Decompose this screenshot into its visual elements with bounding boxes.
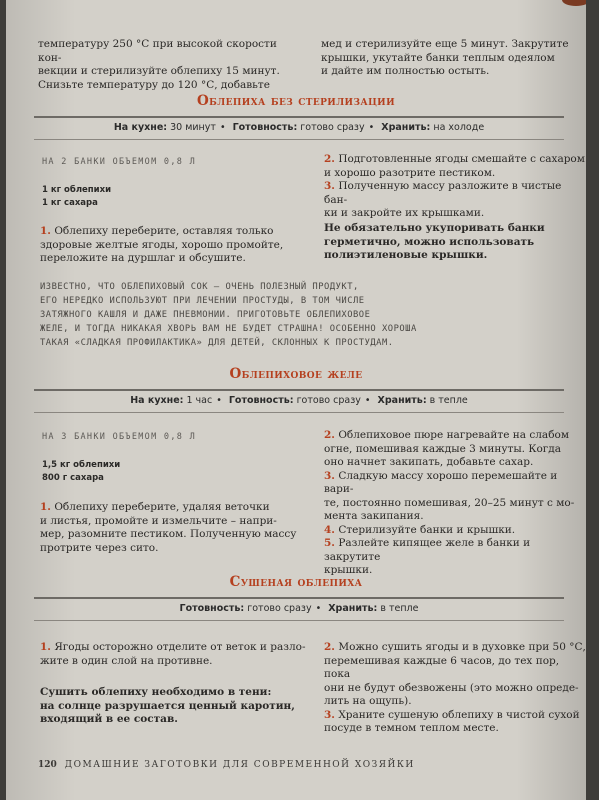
recipe-2-ingredients bbox=[42, 459, 120, 485]
text-line: и хорошо разотрите пестиком. bbox=[324, 166, 496, 179]
recipe-3-tip bbox=[40, 686, 312, 727]
text-line: оно начнет закипать, добавьте сахар. bbox=[324, 456, 534, 468]
text-line: Можно сушить ягоды и в духовке при 50 °С, bbox=[338, 641, 586, 653]
text-line: Сушить облепиху необходимо в тени: bbox=[40, 686, 272, 698]
recipe-2-rule-top bbox=[34, 389, 564, 391]
meta-label: На кухне: bbox=[130, 395, 184, 406]
recipe-2-title: Облепиховое желе bbox=[229, 366, 363, 382]
text-line: Разлейте кипящее желе в банки и закрутите bbox=[324, 537, 531, 563]
text-line: огне, помешивая каждые 3 минуты. Когда bbox=[324, 442, 562, 455]
ingredient: 1 кг облепихи bbox=[42, 185, 112, 195]
text-line: Сладкую массу хорошо перемешайте и вари- bbox=[324, 469, 558, 495]
text-line: входящий в ее состав. bbox=[40, 713, 178, 725]
text-line: крышки, укутайте банки теплым одеялом bbox=[321, 51, 555, 64]
text-line: на солнце разрушается ценный каротин, bbox=[40, 699, 295, 712]
meta-value: готово сразу bbox=[300, 122, 365, 133]
step-number: 5. bbox=[324, 537, 335, 549]
step-number: 1. bbox=[40, 641, 51, 653]
meta-value: 30 минут bbox=[170, 122, 216, 133]
recipe-2-right-steps bbox=[324, 429, 586, 578]
text-line: Подготовленные ягоды смешайте с сахаром bbox=[338, 153, 585, 165]
meta-value: готово сразу bbox=[247, 603, 312, 614]
text-line: мед и стерилизуйте еще 5 минут. Закрутите bbox=[321, 38, 569, 50]
text-line: Стерилизуйте банки и крышки. bbox=[338, 523, 516, 536]
book-title: ДОМАШНИЕ ЗАГОТОВКИ ДЛЯ СОВРЕМЕННОЙ ХОЗЯЙКИ bbox=[64, 760, 415, 770]
text-line: ТАКАЯ «СЛАДКАЯ ПРОФИЛАКТИКА» ДЛЯ ДЕТЕЙ, СКЛОННЫХ К ПРОСТУДАМ. bbox=[40, 338, 394, 348]
meta-value: готово сразу bbox=[296, 395, 361, 406]
text-line: ЗАТЯЖНОГО КАШЛЯ И ДАЖЕ ПНЕВМОНИИ. ПРИГОТОВЬТЕ ОБЛЕПИХОВОЕ bbox=[40, 310, 371, 320]
recipe-2-yield: НА 3 БАНКИ ОБЪЕМОМ 0,8 Л bbox=[42, 432, 197, 442]
recipe-3-rule-top bbox=[34, 597, 564, 599]
text-line: полиэтиленовые крышки. bbox=[324, 249, 488, 261]
text-line: Облепиху переберите, оставляя только bbox=[54, 225, 274, 237]
step-number: 3. bbox=[324, 708, 335, 721]
text-line: Облепиховое пюре нагревайте на слабом bbox=[338, 429, 570, 441]
text-line: Не обязательно укупоривать банки bbox=[324, 222, 545, 234]
meta-label: Хранить: bbox=[328, 603, 378, 614]
recipe-1-step-1 bbox=[40, 225, 310, 266]
recipe-3-rule-bottom bbox=[34, 620, 564, 621]
step-number: 2. bbox=[324, 429, 335, 441]
text-line: мер, разомните пестиком. Полученную массу bbox=[40, 528, 297, 540]
recipe-2-rule-bottom bbox=[34, 412, 564, 413]
text-line: те, постоянно помешивая, 20–25 минут с мо- bbox=[324, 496, 575, 509]
meta-label: Хранить: bbox=[381, 122, 431, 133]
text-line: Снизьте температуру до 120 °С, добавьте bbox=[38, 78, 270, 91]
meta-value: в тепле bbox=[380, 603, 419, 614]
recipe-1-tip bbox=[324, 222, 586, 263]
recipe-1-yield: НА 2 БАНКИ ОБЪЕМОМ 0,8 Л bbox=[42, 157, 197, 167]
text-line: Храните сушеную облепиху в чистой сухой bbox=[338, 708, 580, 721]
text-line: мента закипания. bbox=[324, 510, 424, 522]
text-line: температуру 250 °С при высокой скорости кон- bbox=[38, 38, 277, 64]
step-number: 4. bbox=[324, 523, 335, 536]
text-line: ки и закройте их крышками. bbox=[324, 207, 485, 219]
text-line: посуде в темном теплом месте. bbox=[324, 722, 499, 734]
step-number: 1. bbox=[40, 225, 51, 237]
top-continuation-right bbox=[321, 38, 581, 79]
text-line: лить на ощупь). bbox=[324, 695, 412, 707]
recipe-2-step-1 bbox=[40, 501, 315, 555]
meta-label: Готовность: bbox=[179, 603, 245, 614]
top-continuation-left bbox=[38, 38, 298, 92]
meta-value: на холоде bbox=[433, 122, 485, 133]
meta-label: Хранить: bbox=[377, 395, 427, 406]
recipe-1-rule-bottom bbox=[34, 139, 564, 140]
step-number: 1. bbox=[40, 501, 51, 513]
page-corner-decoration bbox=[562, 0, 586, 6]
meta-label: Готовность: bbox=[228, 395, 294, 406]
text-line: перемешивая каждые 6 часов, до тех пор, пока bbox=[324, 654, 560, 680]
page-number: 120 bbox=[38, 760, 57, 770]
text-line: протрите через сито. bbox=[40, 541, 159, 554]
recipe-1-right-steps bbox=[324, 153, 586, 221]
ingredient: 800 г сахара bbox=[42, 473, 104, 483]
text-line: ИЗВЕСТНО, ЧТО ОБЛЕПИХОВЫЙ СОК – ОЧЕНЬ ПОЛЕЗНЫЙ ПРОДУКТ, bbox=[40, 282, 359, 292]
text-line: крышки. bbox=[324, 564, 373, 576]
text-line: ЕГО НЕРЕДКО ИСПОЛЬЗУЮТ ПРИ ЛЕЧЕНИИ ПРОСТУДЫ, В ТОМ ЧИСЛЕ bbox=[40, 296, 365, 306]
meta-label: Готовность: bbox=[232, 122, 298, 133]
step-number: 2. bbox=[324, 153, 335, 165]
recipe-3-step-1 bbox=[40, 641, 312, 668]
text-line: векции и стерилизуйте облепиху 15 минут. bbox=[38, 65, 280, 77]
meta-value: в тепле bbox=[429, 395, 468, 406]
recipe-2-meta: На кухне: 1 час • Готовность: готово сразу • Хранить: в тепле bbox=[130, 395, 468, 406]
text-line: и дайте им полностью остыть. bbox=[321, 65, 490, 77]
meta-value: 1 час bbox=[186, 395, 213, 406]
text-line: Ягоды осторожно отделите от веток и разло- bbox=[54, 641, 306, 653]
text-line: ЖЕЛЕ, И ТОГДА НИКАКАЯ ХВОРЬ ВАМ НЕ БУДЕТ СТРАШНА! ОСОБЕННО ХОРОША bbox=[40, 324, 417, 334]
step-number: 2. bbox=[324, 641, 335, 653]
ingredient: 1,5 кг облепихи bbox=[42, 460, 121, 470]
meta-label: На кухне: bbox=[113, 122, 168, 133]
recipe-3-right-steps bbox=[324, 641, 586, 736]
recipe-3-title: Сушеная облепиха bbox=[229, 574, 363, 590]
text-line: они не будут обезвожены (это можно опреде- bbox=[324, 681, 579, 694]
text-line: переложите на дуршлаг и обсушите. bbox=[40, 252, 246, 264]
step-number: 3. bbox=[324, 469, 335, 482]
recipe-1-rule-top bbox=[34, 116, 564, 118]
recipe-1-title: Облепиха без стерилизации bbox=[196, 93, 395, 109]
text-line: Облепиху переберите, удаляя веточки bbox=[54, 501, 270, 513]
ingredient: 1 кг сахара bbox=[42, 198, 98, 208]
text-line: жите в один слой на противне. bbox=[40, 654, 213, 667]
sidebar-note bbox=[40, 280, 556, 350]
book-page bbox=[6, 0, 586, 800]
text-line: Полученную массу разложите в чистые бан- bbox=[324, 180, 562, 206]
page-footer bbox=[38, 760, 415, 770]
step-number: 3. bbox=[324, 180, 335, 192]
recipe-3-meta: Готовность: готово сразу • Хранить: в тепле bbox=[179, 603, 419, 614]
recipe-1-ingredients bbox=[42, 184, 111, 210]
text-line: герметично, можно использовать bbox=[324, 235, 535, 248]
text-line: и листья, промойте и измельчите – напри- bbox=[40, 514, 277, 527]
text-line: здоровые желтые ягоды, хорошо промойте, bbox=[40, 238, 284, 251]
recipe-1-meta: На кухне: 30 минут • Готовность: готово сразу • Хранить: на холоде bbox=[113, 122, 485, 133]
